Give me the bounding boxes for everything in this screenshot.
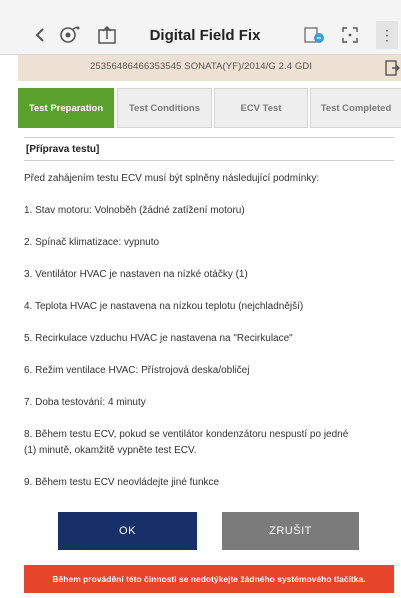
test-steps-tabs <box>18 88 401 128</box>
vehicle-info-text: 25356486466353545 SONATA(YF)/2014/G 2.4 GDI <box>90 61 313 72</box>
more-icon: ⋮ <box>380 26 394 43</box>
section-heading: [Příprava testu] <box>24 137 394 161</box>
vehicle-search-button[interactable] <box>56 21 84 49</box>
vehicle-search-icon <box>59 25 81 45</box>
top-bar <box>0 0 401 55</box>
page-title: Digital Field Fix <box>149 27 261 44</box>
list-item: 6. Režim ventilace HVAC: Přístrojová deska/obličej <box>24 365 250 376</box>
list-item: 5. Recirkulace vzduchu HVAC je nastavena na "Recirkulace" <box>24 333 293 344</box>
warning-banner: Během provádění této činnosti se nedotýkejte žádného systémového tlačítka. <box>24 565 394 593</box>
list-item: 3. Ventilátor HVAC je nastaven na nízké otáčky (1) <box>24 269 248 280</box>
tab-test-preparation[interactable]: Test Preparation <box>18 88 114 128</box>
tab-test-completed[interactable]: Test Completed <box>310 88 401 128</box>
vci-connection-button[interactable] <box>300 21 328 49</box>
fullscreen-icon <box>341 26 359 44</box>
exit-icon[interactable] <box>384 59 400 77</box>
list-item: 4. Teplota HVAC je nastavena na nízkou teplotu (nejchladnější) <box>24 301 304 312</box>
list-item: 9. Během testu ECV neovládejte jiné funkce <box>24 477 220 488</box>
vehicle-info-bar <box>18 55 401 81</box>
list-item: 8. Během testu ECV, pokud se ventilátor kondenzátoru nespustí po jedné <box>24 429 349 440</box>
back-icon <box>33 27 47 43</box>
back-button[interactable] <box>26 21 54 49</box>
list-item: 7. Doba testování: 4 minuty <box>24 397 146 408</box>
ok-button[interactable]: OK <box>58 512 197 550</box>
cancel-button[interactable]: ZRUŠIT <box>222 512 359 550</box>
tab-ecv-test[interactable]: ECV Test <box>214 88 308 128</box>
export-button[interactable] <box>94 21 122 49</box>
intro-text: Před zahájením testu ECV musí být splněny následující podmínky: <box>24 173 320 184</box>
fullscreen-button[interactable] <box>336 21 364 49</box>
vci-connection-icon <box>302 25 326 45</box>
export-icon <box>97 25 119 45</box>
list-item: 1. Stav motoru: Volnoběh (žádné zatížení motoru) <box>24 205 245 216</box>
list-item-continuation: (1) minutě, okamžitě vypněte test ECV. <box>24 445 197 456</box>
more-button[interactable] <box>376 21 398 49</box>
tab-test-conditions[interactable]: Test Conditions <box>117 88 212 128</box>
list-item: 2. Spínač klimatizace: vypnuto <box>24 237 160 248</box>
